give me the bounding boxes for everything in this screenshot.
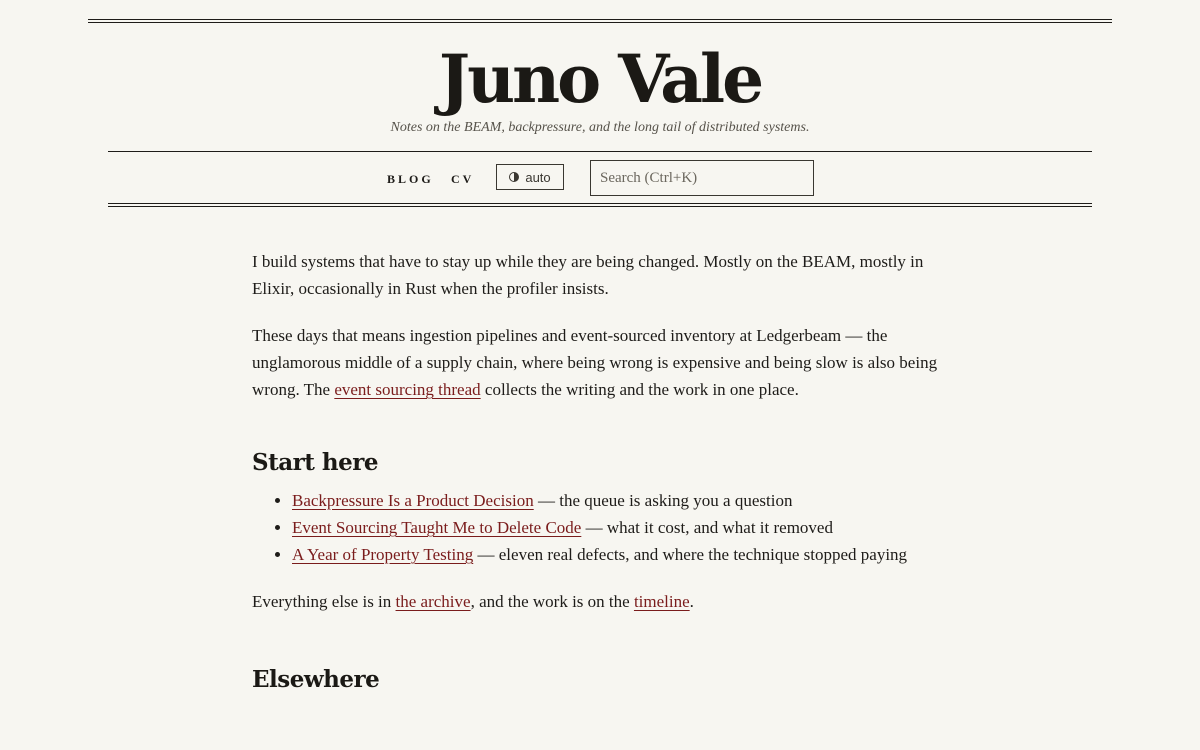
post-link[interactable]: Backpressure Is a Product Decision (292, 491, 534, 510)
top-double-rule (88, 19, 1112, 23)
nav-link-blog[interactable]: BLOG (387, 172, 434, 186)
intro-paragraph-2 (252, 322, 944, 403)
post-description: — the queue is asking you a question (533, 491, 793, 510)
intro-text: collects the writing and the work in one place. (480, 380, 799, 399)
main-content (252, 248, 944, 695)
post-link[interactable]: Event Sourcing Taught Me to Delete Code (292, 518, 582, 537)
everything-else-text: , and the work is on the (470, 592, 634, 611)
list-item (292, 487, 944, 514)
event-sourcing-thread-link[interactable]: event sourcing thread (334, 380, 481, 399)
start-here-list (252, 487, 944, 568)
everything-else-paragraph (252, 588, 944, 615)
contrast-icon (509, 172, 519, 182)
post-link[interactable]: A Year of Property Testing (292, 545, 474, 564)
start-here-heading: Start here (252, 449, 378, 476)
site-tagline: Notes on the BEAM, backpressure, and the long tail of distributed systems. (390, 120, 810, 135)
nav-divider-bottom (108, 203, 1092, 207)
intro-text: These days that means ingestion pipelines and event-sourced inventory at Ledgerbeam — the unglamorous middle of a supply chain, where being wrong is expensive and being slow is also being wrong. The (252, 326, 938, 399)
list-item (292, 514, 944, 541)
everything-else-text: . (689, 592, 694, 611)
search-input[interactable] (590, 160, 814, 196)
post-description: — what it cost, and what it removed (581, 518, 833, 537)
archive-link[interactable]: the archive (395, 592, 471, 611)
post-description: — eleven real defects, and where the technique stopped paying (473, 545, 908, 564)
nav-divider-top (108, 151, 1092, 152)
intro-paragraph-1: I build systems that have to stay up while they are being changed. Mostly on the BEAM, mostly in Elixir, occasionally in Rust when the profiler insists. (252, 252, 924, 298)
site-title[interactable]: Juno Vale (438, 40, 762, 118)
elsewhere-heading: Elsewhere (252, 666, 380, 693)
timeline-link[interactable]: timeline (633, 592, 690, 611)
theme-toggle-button[interactable] (496, 164, 564, 190)
everything-else-text: Everything else is in (252, 592, 396, 611)
list-item (292, 541, 944, 568)
theme-toggle-label: auto (525, 169, 551, 185)
nav-link-cv[interactable]: CV (451, 172, 475, 186)
